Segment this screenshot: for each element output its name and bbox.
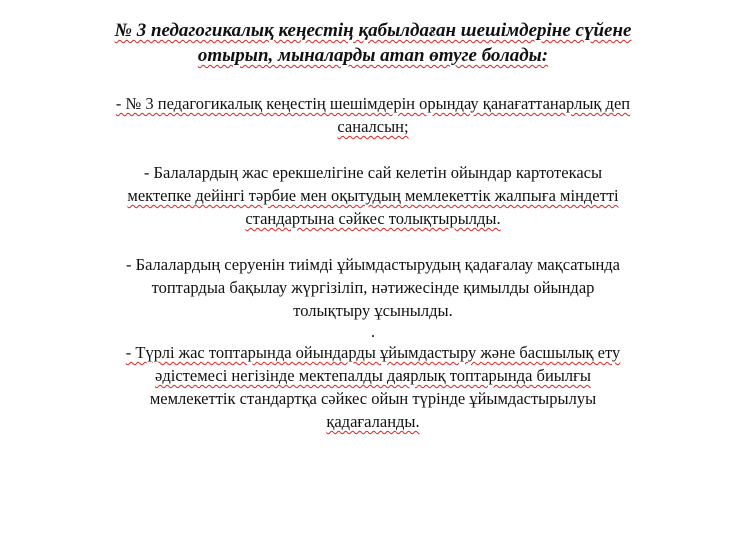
heading	[40, 18, 706, 68]
document-body	[40, 18, 706, 433]
paragraph-line: қадағаланды.	[326, 412, 420, 431]
paragraph-line: әдістемесі негізінде мектепалды даярлық топтарында биылғы	[155, 366, 591, 385]
stray-dot: .	[370, 322, 376, 341]
paragraph-line: - № 3 педагогикалық кеңестің шешімдерін орындау қанағаттанарлық деп	[115, 94, 631, 113]
paragraph-line: мемлекеттік стандартқа сәйкес ойын түрінде ұйымдастырылуы	[149, 389, 597, 408]
paragraph-line: - Балалардың серуенін тиімді ұйымдастырудың қадағалау мақсатында	[125, 255, 621, 274]
paragraph-decision-approved	[40, 92, 706, 138]
heading-line-1: № 3 педагогикалық кеңестің қабылдаған шешімдеріне сүйене	[114, 20, 632, 41]
paragraph-line: стандартына сәйкес толықтырылды.	[245, 209, 501, 228]
paragraph-line: - Түрлі жас топтарында ойындарды ұйымдастыру және басшылық ету	[125, 343, 621, 362]
paragraph-line: саналсын;	[337, 117, 409, 136]
paragraph-line: мектепке дейінгі тәрбие мен оқытудың мемлекеттік жалпыға міндетті	[127, 186, 619, 205]
paragraph-walks	[40, 253, 706, 322]
paragraph-card-index	[40, 161, 706, 230]
paragraph-line: - Балалардың жас ерекшелігіне сай келетін ойындар картотекасы	[143, 163, 603, 182]
paragraph-line: топтардыа бақылау жүргізіліп, нәтижесінде қимылды ойындар	[151, 278, 595, 297]
paragraph-line: толықтыру ұсынылды.	[293, 301, 453, 320]
paragraph-games-methodology	[40, 341, 706, 433]
heading-line-2: отырып, мыналарды атап өтуге болады:	[197, 45, 549, 66]
